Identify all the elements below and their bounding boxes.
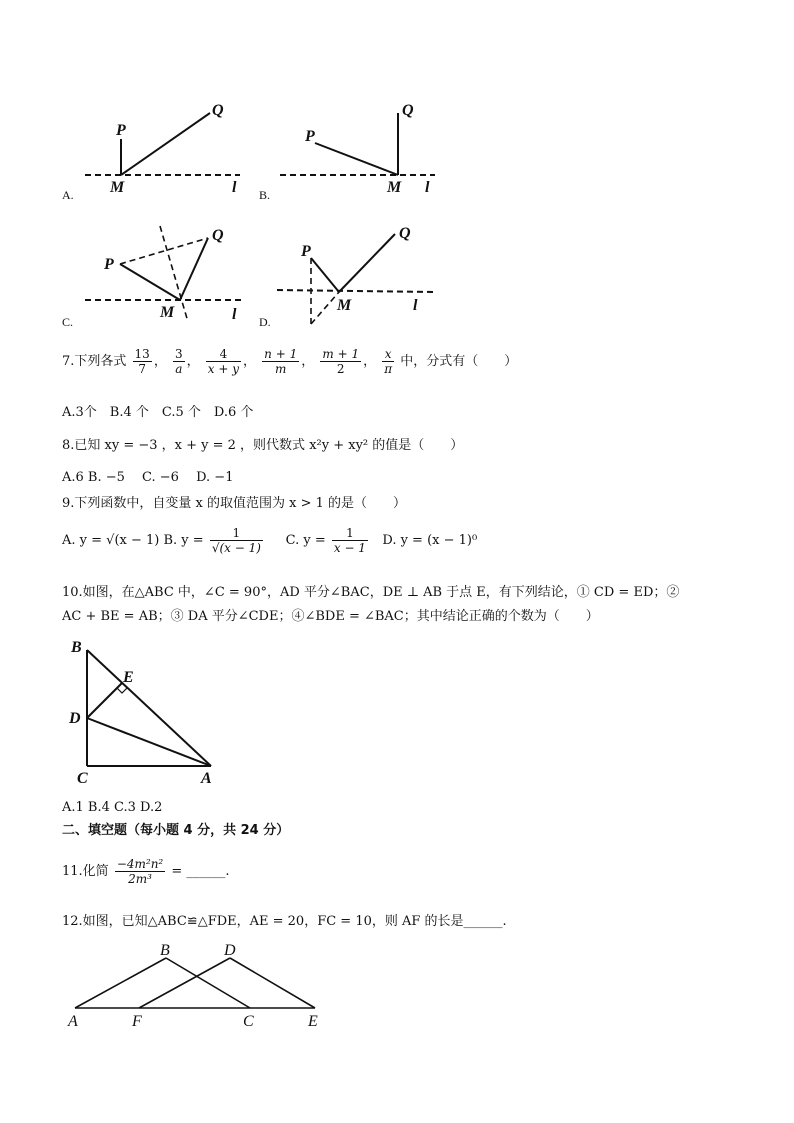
numerator: n + 1 bbox=[264, 347, 298, 361]
label-m: M bbox=[160, 304, 175, 321]
denominator: x + y bbox=[207, 362, 240, 376]
q9-options bbox=[62, 527, 477, 554]
label-a: A bbox=[68, 1013, 78, 1030]
label-l: l bbox=[232, 306, 237, 323]
numerator: −4m²n² bbox=[116, 857, 164, 871]
label-m: M bbox=[337, 297, 352, 314]
separator: ， bbox=[153, 354, 167, 369]
figure-option-d bbox=[255, 220, 445, 335]
question-7 bbox=[62, 348, 517, 375]
label-b: B bbox=[71, 639, 82, 656]
numerator: 1 bbox=[332, 527, 368, 541]
q7-prefix: 7.下列各式 bbox=[62, 354, 127, 369]
q7-suffix: 中，分式有（ ） bbox=[400, 354, 518, 369]
label-c: C bbox=[77, 770, 88, 786]
separator: ， bbox=[243, 354, 257, 369]
fraction bbox=[382, 348, 394, 375]
label-d: D bbox=[224, 942, 236, 959]
fraction bbox=[206, 348, 241, 375]
label-e: E bbox=[123, 669, 134, 686]
label-p: P bbox=[301, 243, 311, 260]
label-q: Q bbox=[212, 227, 224, 244]
option-b-label: B. bbox=[259, 188, 271, 202]
label-c: C bbox=[243, 1013, 254, 1030]
numerator: x bbox=[382, 348, 394, 362]
question-8: 8.已知 xy = −3 ，x + y = 2 ，则代数式 x²y + xy² 的值是（ ） bbox=[62, 438, 464, 453]
fraction bbox=[173, 348, 185, 375]
label-l: l bbox=[232, 179, 237, 196]
option-c-label: C. bbox=[62, 315, 74, 329]
denominator: √(x − 1) bbox=[211, 541, 261, 555]
numerator: 3 bbox=[174, 347, 183, 361]
figure-q10-triangle bbox=[65, 638, 225, 786]
denominator: 7 bbox=[138, 362, 146, 376]
fraction bbox=[210, 527, 263, 554]
q9-option-d: D. y = (x − 1)⁰ bbox=[382, 533, 478, 548]
denominator: m bbox=[275, 362, 287, 376]
section-2-heading: 二、填空题（每小题 4 分，共 24 分） bbox=[62, 823, 290, 838]
option-a-label: A. bbox=[62, 188, 74, 202]
label-b: B bbox=[160, 942, 170, 959]
label-d: D bbox=[69, 710, 81, 727]
fraction bbox=[115, 858, 165, 885]
option-d-label: D. bbox=[259, 315, 271, 329]
q7-options: A.3个 B.4 个 C.5 个 D.6 个 bbox=[62, 405, 254, 420]
denominator: π bbox=[384, 362, 393, 376]
q9-option-b-prefix: B. y = bbox=[163, 533, 204, 548]
label-p: P bbox=[104, 256, 114, 273]
question-10-line-1: 10.如图，在△ABC 中，∠C = 90°，AD 平分∠BAC，DE ⊥ AB 于点 E，有下列结论，① CD = ED；② bbox=[62, 585, 680, 600]
fraction bbox=[262, 348, 299, 375]
separator: ， bbox=[301, 354, 315, 369]
question-9: 9.下列函数中，自变量 x 的取值范围为 x > 1 的是（ ） bbox=[62, 496, 407, 511]
figure-option-a bbox=[60, 95, 250, 205]
denominator: a bbox=[175, 362, 183, 376]
numerator: 4 bbox=[206, 348, 241, 362]
denominator: 2m³ bbox=[128, 872, 152, 886]
q11-suffix: = ______. bbox=[171, 864, 230, 879]
question-11 bbox=[62, 858, 230, 885]
q9-option-a: A. y = √(x − 1) bbox=[62, 533, 160, 548]
question-12: 12.如图，已知△ABC≌△FDE，AE = 20，FC = 10，则 AF 的长是______. bbox=[62, 914, 507, 929]
separator: ， bbox=[186, 354, 200, 369]
figure-option-b bbox=[255, 95, 445, 205]
figure-option-c bbox=[60, 220, 260, 335]
label-l: l bbox=[413, 297, 418, 314]
fraction bbox=[320, 348, 361, 375]
label-m: M bbox=[110, 179, 125, 196]
label-q: Q bbox=[402, 102, 414, 119]
denominator: 2 bbox=[336, 362, 345, 376]
label-f: F bbox=[132, 1013, 142, 1030]
label-q: Q bbox=[399, 225, 411, 242]
label-q: Q bbox=[212, 102, 224, 119]
q11-prefix: 11.化简 bbox=[62, 864, 109, 879]
q9-option-c-prefix: C. y = bbox=[285, 533, 326, 548]
question-10-line-2: AC + BE = AB；③ DA 平分∠CDE；④∠BDE = ∠BAC；其中结论正确的个数为（ ） bbox=[62, 609, 599, 624]
numerator: 13 bbox=[134, 347, 150, 361]
denominator: x − 1 bbox=[333, 541, 366, 555]
label-a: A bbox=[201, 770, 212, 786]
figure-q12-triangles bbox=[60, 940, 340, 1030]
label-p: P bbox=[116, 122, 126, 139]
label-e: E bbox=[308, 1013, 318, 1030]
fraction bbox=[133, 348, 152, 375]
q10-options: A.1 B.4 C.3 D.2 bbox=[62, 800, 163, 815]
q8-options: A.6 B. −5 C. −6 D. −1 bbox=[62, 470, 234, 485]
numerator: 1 bbox=[210, 527, 263, 541]
label-p: P bbox=[305, 128, 315, 145]
separator: ， bbox=[363, 354, 377, 369]
fraction bbox=[332, 527, 368, 554]
label-l: l bbox=[425, 179, 430, 196]
numerator: m + 1 bbox=[322, 347, 360, 361]
label-m: M bbox=[387, 179, 402, 196]
